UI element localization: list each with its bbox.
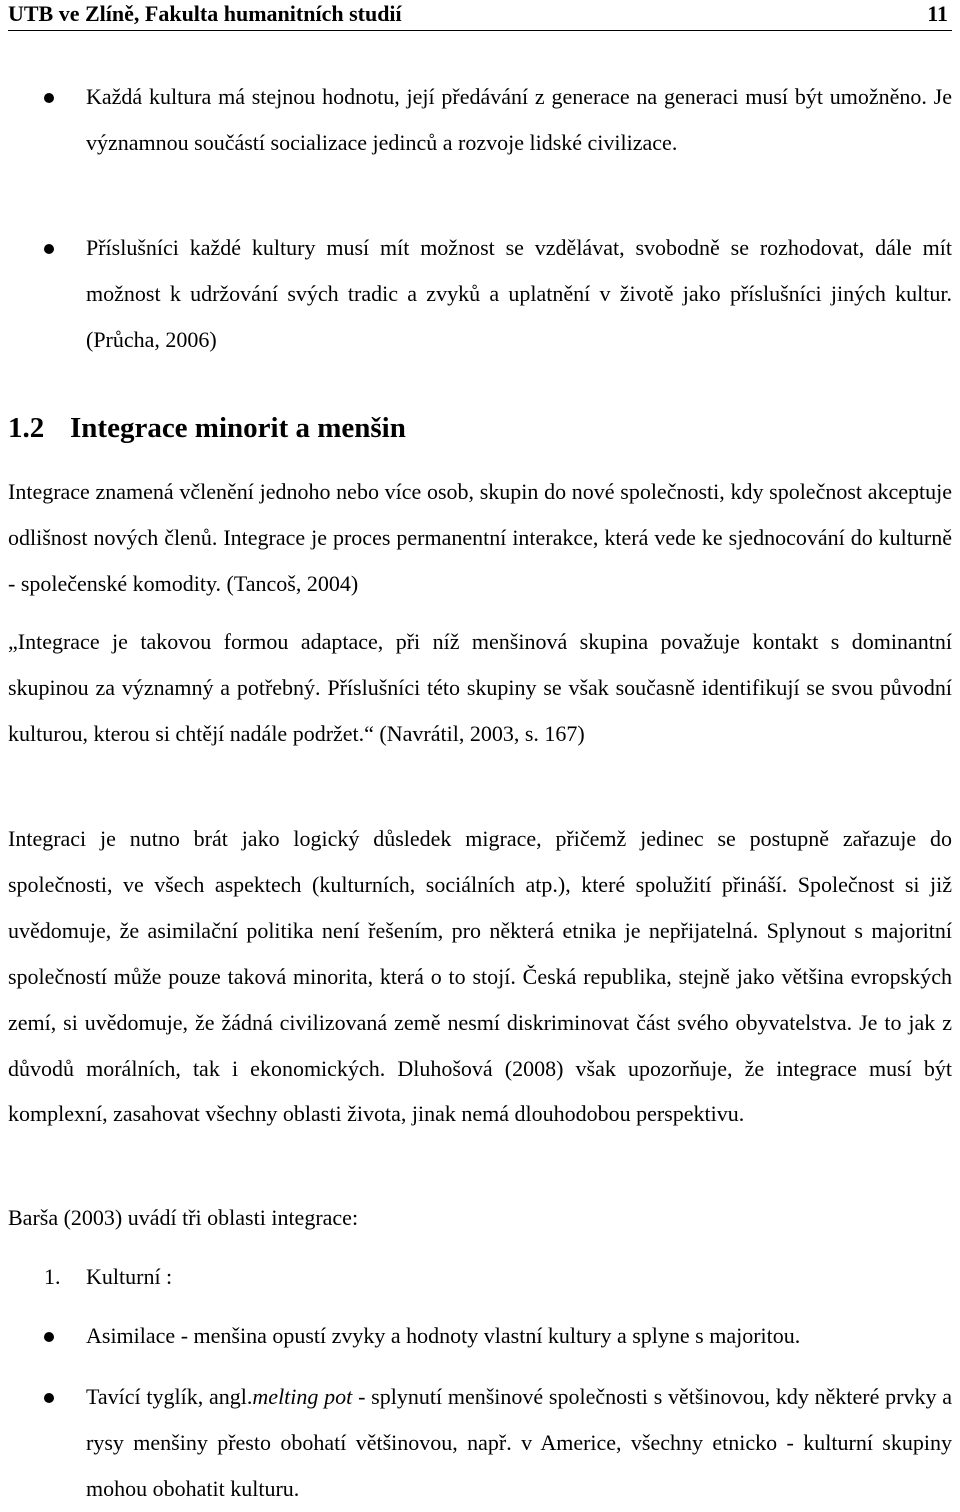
page-header	[8, 0, 952, 31]
bullet-item: Příslušníci každé kultury musí mít možnost se vzdělávat, svobodně se rozhodovat, dále mít možnost k udržování svých tradic a zvyků a uplatnění v životě jako příslušníci jiných kultur. (Průcha, 2006)	[86, 235, 952, 352]
item-label: Kulturní :	[86, 1264, 173, 1289]
bullet-item: Asimilace - menšina opustí zvyky a hodnoty vlastní kultury a splyne s majoritou.	[86, 1323, 801, 1348]
paragraph: Barša (2003) uvádí tři oblasti integrace:	[8, 1205, 359, 1230]
bullet-icon	[44, 1393, 54, 1403]
section-title: Integrace minorit a menšin	[70, 412, 406, 444]
term-italic: melting pot	[252, 1384, 353, 1409]
bullet-icon	[44, 244, 54, 254]
item-number: 1.	[44, 1264, 61, 1289]
quote-paragraph: „Integrace je takovou formou adaptace, při níž menšinová skupina považuje kontakt s dominantní skupinou za významný a potřebný. Příslušníci této skupiny se však současně identifikují se svou původní kulturou, kterou si chtějí nadále podržet.“ (Navrátil, 2003, s. 167)	[8, 629, 952, 746]
page-number: 11	[927, 1, 948, 26]
bullet-icon	[44, 1332, 54, 1342]
bullet-text: - splynutí menšinové společnosti s většinovou, kdy některé prvky a rysy menšiny přesto obohatí většinovou, např. v Americe, všechny etnicko - kulturní skupiny mohou obohatit kulturu.	[86, 1384, 952, 1501]
paragraph: Integrace znamená včlenění jednoho nebo více osob, skupin do nové společnosti, kdy společnost akceptuje odlišnost nových členů. Integrace je proces permanentní interakce, která vede ke sjednocování do kulturně - společenské komodity. (Tancoš, 2004)	[8, 479, 952, 596]
bullet-item	[86, 1374, 952, 1512]
header-title: UTB ve Zlíně, Fakulta humanitních studií	[8, 1, 402, 26]
paragraph: Integraci je nutno brát jako logický důsledek migrace, přičemž jedinec se postupně zařazuje do společnosti, ve všech aspektech (kulturních, sociálních atp.), které spolužití přináší. Společnost si již uvědomuje, že asimilační politika není řešením, pro některá etnika je nepřijatelná. Splynout s majoritní společností může pouze taková minorita, která o to stojí. Česká republika, stejně jako většina evropských zemí, si uvědomuje, že žádná civilizovaná země nesmí diskriminovat část svého obyvatelstva. Je to jak z důvodů morálních, tak i ekonomických. Dluhošová (2008) však upozorňuje, že integrace musí být komplexní, zasahovat všechny oblasti života, jinak nemá dlouhodobou perspektivu.	[8, 826, 952, 1127]
section-number: 1.2	[8, 412, 45, 444]
bullet-item: Každá kultura má stejnou hodnotu, její předávání z generace na generaci musí být umožněno. Je významnou součástí socializace jedinců a rozvoje lidské civilizace.	[86, 84, 952, 155]
bullet-text: Tavící tyglík, angl.	[86, 1384, 253, 1409]
numbered-item	[44, 1255, 172, 1299]
bullet-icon	[44, 93, 54, 103]
section-heading	[8, 408, 406, 448]
